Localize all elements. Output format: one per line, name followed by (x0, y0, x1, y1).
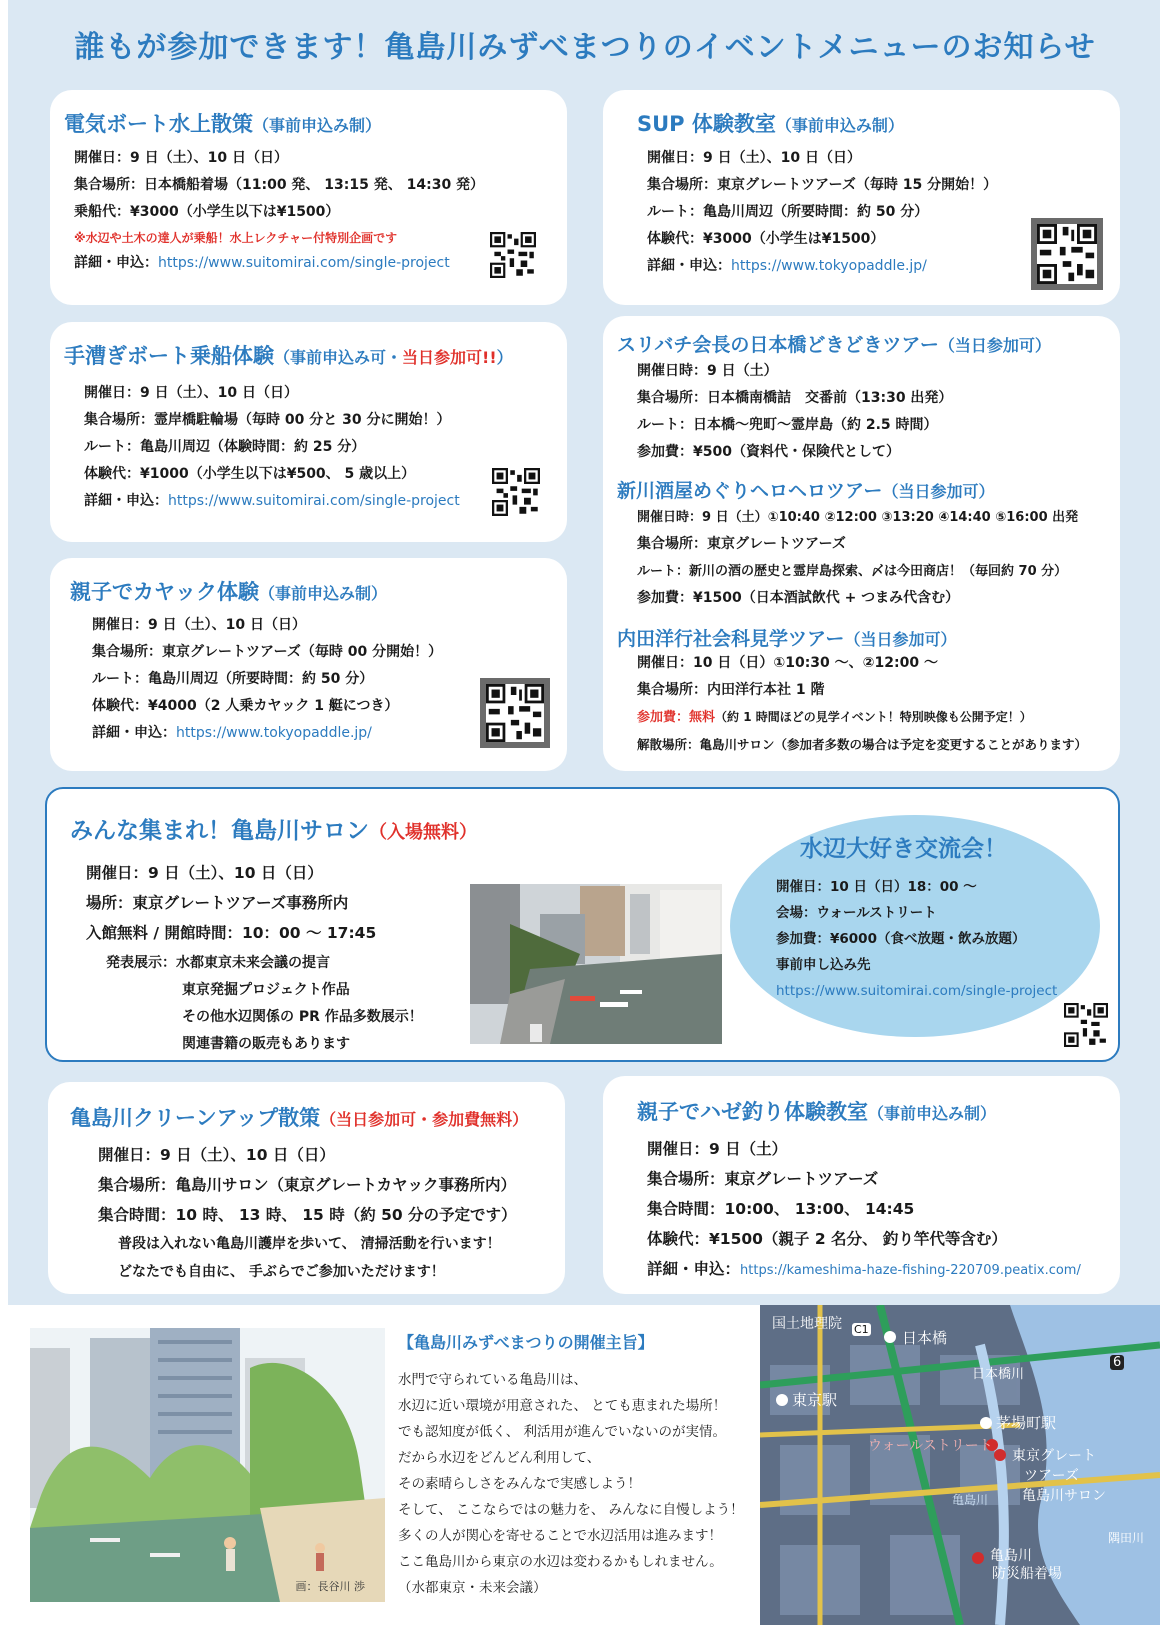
purpose-block (398, 1330, 758, 1601)
qr-code-icon (1064, 1003, 1108, 1047)
line: 参加費：¥500（資料代・保険代として） (637, 444, 900, 460)
detail-link[interactable]: https://www.suitomirai.com/single-project (168, 493, 460, 509)
card-kayak: 親子でカヤック体験（事前申込み制） 開催日：9 日（土）、10 日（日） 集合場所：東京グレートツアーズ（毎時 00 分開始！） ルート：亀島川周辺（所要時間：約 50 分） 体験代：¥4000（2 人乗カヤック 1 艇につき） 詳細・申込：https://www.tokyopaddle.jp/ (50, 558, 567, 771)
detail-link[interactable]: https://kameshima-haze-fishing-220709.peatix.com/ (740, 1263, 1081, 1278)
line: 開催日：9 日（土）、10 日（日） (84, 385, 298, 401)
line: 集合場所：東京グレートツアーズ (647, 1170, 879, 1188)
card-title: 電気ボート水上散策（事前申込み制） (64, 112, 382, 136)
purpose-line: 水辺に近い環境が用意された、 とても恵まれた場所！ (398, 1398, 727, 1414)
map-label: 日本橋 (902, 1329, 948, 1347)
purpose-heading: 【亀島川みずべまつりの開催主旨】 (398, 1333, 654, 1352)
exhibit-item: 東京発掘プロジェクト作品 (182, 982, 350, 998)
detail-link[interactable]: https://www.tokyopaddle.jp/ (176, 725, 372, 741)
qr-code-icon (480, 678, 550, 748)
card-walking-tours: スリバチ会長の日本橋どきどきツアー（当日参加可） 開催日時：9 日（土） 集合場所：日本橋南橋詰 交番前（13:30 出発） ルート：日本橋～兜町～霊岸島（約 2.5 時間） 参加費：¥500（資料代・保険代として） 新川酒屋めぐりヘロヘロツアー（当日参加可） 開催日時：9 日（土）①10:40 ②12:00 ③13:20 ④14:40 ⑤16:00 出発 集合場所：東京グレートツアーズ ルート：新川の酒の歴史と霊岸島探索、〆は今田商店！（毎回約 70 分） 参加費：¥1500（日本酒試飲代 + つまみ代含む） 内田洋行社会科見学ツアー（当日参加可） 開催日：10 日（日）①10:30 ～、②12:00 ～ 集合場所：内田洋行本社 1 階 参加費：無料（約 1 時間ほどの見学イベント！特別映像も公開予定！） 解散場所：亀島川サロン（参加者多数の場合は予定を変更することがあります） (603, 316, 1120, 771)
map-label: 亀島川サロン (1022, 1488, 1106, 1504)
page-title: 誰もが参加できます！亀島川みずべまつりのイベントメニューのお知らせ (74, 30, 1096, 65)
line: 参加費：¥6000（食べ放題・飲み放題） (776, 931, 1026, 947)
card-title: SUP 体験教室（事前申込み制） (637, 112, 904, 136)
detail-link[interactable]: https://www.suitomirai.com/single-project (158, 255, 450, 271)
card-title: 親子でハゼ釣り体験教室（事前申込み制） (637, 1100, 997, 1124)
map-label: 亀島川 (952, 1493, 989, 1507)
exhibit-item: 関連書籍の販売もあります (182, 1036, 350, 1052)
qr-code-icon (1031, 218, 1103, 290)
card-title: 親子でカヤック体験（事前申込み制） (70, 580, 388, 604)
card-cleanup (48, 1082, 565, 1294)
line: 会場：ウォールストリート (776, 905, 937, 921)
line: 乗船代：¥3000（小学生以下は¥1500） (74, 204, 340, 220)
mixer-title: 水辺大好き交流会！ (800, 836, 1007, 862)
line: 入館無料 / 開館時間：10：00 ～ 17:45 (86, 924, 377, 942)
line: 開催日：9 日（土）、10 日（日） (92, 617, 306, 633)
note: ※水辺や土木の達人が乗船！水上レクチャー付特別企画です (74, 231, 398, 245)
exhibit-label: 発表展示：水都東京未来会議の提言 (106, 955, 330, 971)
line: 開催日：9 日（土）、10 日（日） (647, 150, 861, 166)
map-label: ツアーズ (1024, 1468, 1079, 1484)
line: 事前申し込み先 (776, 957, 871, 973)
line: 開催日：9 日（土）、10 日（日） (74, 150, 288, 166)
map-route-number: C1 (854, 1323, 869, 1336)
map-route-number: 6 (1110, 1355, 1124, 1370)
map-label: ウォールストリート (868, 1438, 993, 1454)
salon-title: みんな集まれ！亀島川サロン（入場無料） (70, 818, 477, 844)
map-label: 国土地理院 (772, 1316, 842, 1332)
map-label: 隅田川 (1108, 1531, 1145, 1545)
purpose-line: 水門で守られている亀島川は、 (398, 1372, 587, 1388)
line: ルート：新川の酒の歴史と霊岸島探索、〆は今田商店！（毎回約 70 分） (637, 564, 1068, 579)
qr-code-icon (486, 462, 546, 522)
line: 集合場所：亀島川サロン（東京グレートカヤック事務所内） (98, 1176, 517, 1194)
line: ルート：亀島川周辺（体験時間：約 25 分） (84, 439, 366, 455)
card-rowboat: 手漕ぎボート乗船体験（事前申込み可・当日参加可!!） 開催日：9 日（土）、10 日（日） 集合場所：霊岸橋駐輪場（毎時 00 分と 30 分に開始！） ルート：亀島川周辺（体験時間：約 25 分） 体験代：¥1000（小学生以下は¥500、 5 歳以上） 詳細・申込：https://www.suitomirai.com/single-project (50, 322, 567, 542)
free-fee: 参加費：無料 (637, 710, 716, 725)
purpose-line: そして、 ここならではの魅力を、 みんなに自慢しよう！ (398, 1502, 744, 1518)
riverside-illustration (30, 1328, 385, 1602)
body-line: どなたでも自由に、 手ぶらでご参加いただけます！ (118, 1264, 445, 1280)
map-label: 日本橋川 (972, 1367, 1025, 1382)
exhibit-item: その他水辺関係の PR 作品多数展示！ (182, 1009, 423, 1025)
tour-title: 新川酒屋めぐりヘロヘロツアー（当日参加可） (617, 480, 995, 502)
line: 場所：東京グレートツアーズ事務所内 (86, 894, 349, 912)
line: 集合時間：10:00、 13:00、 14:45 (647, 1200, 915, 1218)
card-fishing: 親子でハゼ釣り体験教室（事前申込み制） 開催日：9 日（土） 集合場所：東京グレートツアーズ 集合時間：10:00、 13:00、 14:45 体験代：¥1500（親子 2 名分、 釣り竿代等含む） 詳細・申込：https://kameshima-haze-fishing-220709.peatix.com/ (603, 1076, 1120, 1294)
line: 体験代：¥4000（2 人乗カヤック 1 艇につき） (92, 698, 399, 714)
card-title: 亀島川クリーンアップ散策（当日参加可・参加費無料） (70, 1106, 529, 1130)
line: 集合場所：内田洋行本社 1 階 (637, 682, 825, 698)
body-line: 普段は入れない亀島川護岸を歩いて、 清掃活動を行います！ (118, 1236, 501, 1252)
line: 開催日：10 日（日）①10:30 ～、②12:00 ～ (637, 655, 938, 671)
purpose-line: ここ亀島川から東京の水辺は変わるかもしれません。 (398, 1554, 723, 1570)
line: 開催日時：9 日（土） (637, 363, 778, 379)
river-photo (470, 884, 722, 1044)
line: 体験代：¥1500（親子 2 名分、 釣り竿代等含む） (647, 1230, 1007, 1248)
card-sup: SUP 体験教室（事前申込み制） 開催日：9 日（土）、10 日（日） 集合場所：東京グレートツアーズ（毎時 15 分開始！） ルート：亀島川周辺（所要時間：約 50 分） 体験代：¥3000（小学生は¥1500） 詳細・申込：https://www.tokyopaddle.jp/ (603, 90, 1120, 305)
purpose-line: （水都東京・未来会議） (398, 1580, 547, 1596)
purpose-line: その素晴らしさをみんなで実感しよう！ (398, 1476, 641, 1492)
line: 集合場所：東京グレートツアーズ（毎時 15 分開始！） (647, 177, 998, 193)
purpose-line: でも認知度が低く、 利活用が進んでいないのが実情。 (398, 1424, 727, 1440)
purpose-line: だから水辺をどんどん利用して、 (398, 1450, 601, 1466)
illustration-credit: 画：長谷川 渉 (295, 1580, 365, 1593)
line: 集合場所：霊岸橋駐輪場（毎時 00 分と 30 分に開始！） (84, 412, 451, 428)
line: 開催日：9 日（土） (647, 1140, 788, 1158)
mixer-link[interactable]: https://www.suitomirai.com/single-project (776, 983, 1058, 999)
map-label: 亀島川 (990, 1548, 1032, 1564)
line: 開催日：9 日（土）、10 日（日） (98, 1146, 335, 1164)
card-electric-boat: 電気ボート水上散策（事前申込み制） 開催日：9 日（土）、10 日（日） 集合場所：日本橋船着場（11:00 発、 13:15 発、 14:30 発） 乗船代：¥3000（小学生以下は¥1500） ※水辺や土木の達人が乗船！水上レクチャー付特別企画です 詳細・申込：https://www.suitomirai.com/single-project (50, 90, 567, 305)
line: 参加費：¥1500（日本酒試飲代 + つまみ代含む） (637, 590, 960, 606)
qr-code-icon (484, 226, 542, 284)
line: ルート：亀島川周辺（所要時間：約 50 分） (647, 204, 929, 220)
line: 開催日：9 日（土）、10 日（日） (86, 864, 323, 882)
map-label: 防災船着場 (992, 1566, 1062, 1582)
card-title: 手漕ぎボート乗船体験（事前申込み可・当日参加可!!） (64, 344, 513, 368)
detail-link[interactable]: https://www.tokyopaddle.jp/ (731, 258, 927, 274)
line: 解散場所：亀島川サロン（参加者多数の場合は予定を変更することがあります） (637, 737, 1088, 752)
line: 集合場所：日本橋南橋詰 交番前（13:30 出発） (637, 390, 953, 406)
tour-title: 内田洋行社会科見学ツアー（当日参加可） (617, 628, 957, 650)
area-map (760, 1305, 1160, 1625)
purpose-line: 多くの人が関心を寄せることで水辺活用は進みます！ (398, 1528, 722, 1544)
line: 集合場所：東京グレートツアーズ（毎時 00 分開始！） (92, 644, 443, 660)
line: 集合場所：東京グレートツアーズ (637, 536, 846, 552)
line: ルート：日本橋～兜町～霊岸島（約 2.5 時間） (637, 417, 938, 433)
line: 集合場所：日本橋船着場（11:00 発、 13:15 発、 14:30 発） (74, 177, 485, 193)
tour-title: スリバチ会長の日本橋どきどきツアー（当日参加可） (617, 334, 1051, 356)
line: 集合時間：10 時、 13 時、 15 時（約 50 分の予定です） (98, 1206, 517, 1224)
line: 開催日時：9 日（土）①10:40 ②12:00 ③13:20 ④14:40 ⑤16:00 出発 (637, 510, 1079, 525)
line: 開催日：10 日（日）18：00 ～ (776, 879, 977, 895)
map-label: 東京駅 (792, 1391, 838, 1409)
map-label: 茅場町駅 (996, 1414, 1057, 1432)
line: 体験代：¥1000（小学生以下は¥500、 5 歳以上） (84, 466, 416, 482)
line: ルート：亀島川周辺（所要時間：約 50 分） (92, 671, 374, 687)
map-label: 東京グレート (1012, 1448, 1096, 1464)
line: 体験代：¥3000（小学生は¥1500） (647, 231, 885, 247)
